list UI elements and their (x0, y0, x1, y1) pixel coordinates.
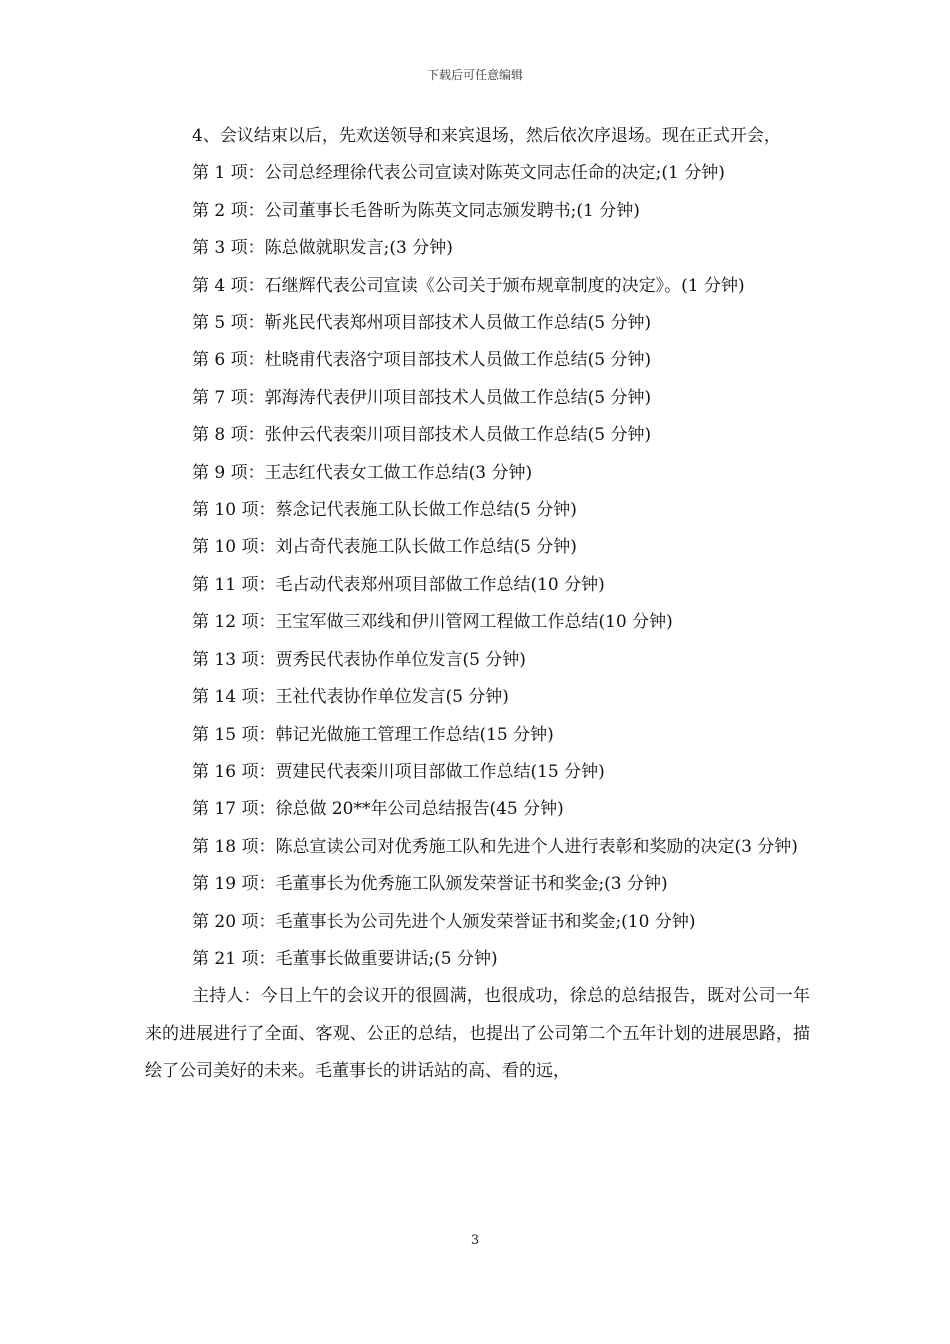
agenda-item-21: 第 21 项：毛董事长做重要讲话;(5 分钟) (192, 948, 498, 969)
agenda-item-7: 第 7 项：郭海涛代表伊川项目部技术人员做工作总结(5 分钟) (192, 387, 652, 408)
agenda-item-2: 第 2 项：公司董事长毛昝昕为陈英文同志颁发聘书;(1 分钟) (192, 200, 640, 221)
agenda-item-1: 第 1 项：公司总经理徐代表公司宣读对陈英文同志任命的决定;(1 分钟) (192, 163, 725, 184)
agenda-item-14: 第 14 项：王社代表协作单位发言(5 分钟) (192, 687, 509, 708)
agenda-item-11: 第 11 项：毛占动代表郑州项目部做工作总结(10 分钟) (192, 574, 605, 595)
agenda-item-9: 第 9 项：王志红代表女工做工作总结(3 分钟) (192, 462, 533, 483)
document-body (145, 118, 810, 1091)
agenda-item-18: 第 18 项：陈总宣读公司对优秀施工队和先进个人进行表彰和奖励的决定(3 分钟) (192, 836, 798, 857)
agenda-item-20: 第 20 项：毛董事长为公司先进个人颁发荣誉证书和奖金;(10 分钟) (192, 911, 696, 932)
agenda-item-15: 第 15 项：韩记光做施工管理工作总结(15 分钟) (192, 724, 554, 745)
agenda-item-10a: 第 10 项：蔡念记代表施工队长做工作总结(5 分钟) (192, 500, 577, 521)
agenda-item-12: 第 12 项：王宝军做三邓线和伊川管网工程做工作总结(10 分钟) (192, 612, 673, 633)
agenda-item-17: 第 17 项：徐总做 20**年公司总结报告(45 分钟) (192, 799, 564, 820)
agenda-item-8: 第 8 项：张仲云代表栾川项目部技术人员做工作总结(5 分钟) (192, 425, 652, 446)
agenda-item-3: 第 3 项：陈总做就职发言;(3 分钟) (192, 238, 453, 259)
page-header: 下载后可任意编辑 (426, 68, 523, 82)
agenda-item-13: 第 13 项：贾秀民代表协作单位发言(5 分钟) (192, 649, 526, 670)
intro-paragraph: 4、会议结束以后，先欢送领导和来宾退场，然后依次序退场。现在正式开会， (192, 126, 781, 146)
page-number: 3 (470, 1233, 480, 1248)
agenda-item-4: 第 4 项：石继辉代表公司宣读《公司关于颁布规章制度的决定》。(1 分钟) (192, 275, 745, 296)
agenda-item-16: 第 16 项：贾建民代表栾川项目部做工作总结(15 分钟) (192, 761, 605, 782)
agenda-item-6: 第 6 项：杜晓甫代表洛宁项目部技术人员做工作总结(5 分钟) (192, 350, 652, 371)
closing-paragraph: 主持人：今日上午的会议开的很圆满，也很成功，徐总的总结报告，既对公司一年来的进展进行了全面、客观、公正的总结，也提出了公司第二个五年计划的进展思路，描绘了公司美好的未来。毛董事长的讲话站的高、看的远， (145, 986, 810, 1082)
agenda-item-19: 第 19 项：毛董事长为优秀施工队颁发荣誉证书和奖金;(3 分钟) (192, 874, 668, 895)
agenda-item-10b: 第 10 项：刘占奇代表施工队长做工作总结(5 分钟) (192, 537, 577, 558)
agenda-item-5: 第 5 项：靳兆民代表郑州项目部技术人员做工作总结(5 分钟) (192, 313, 652, 334)
